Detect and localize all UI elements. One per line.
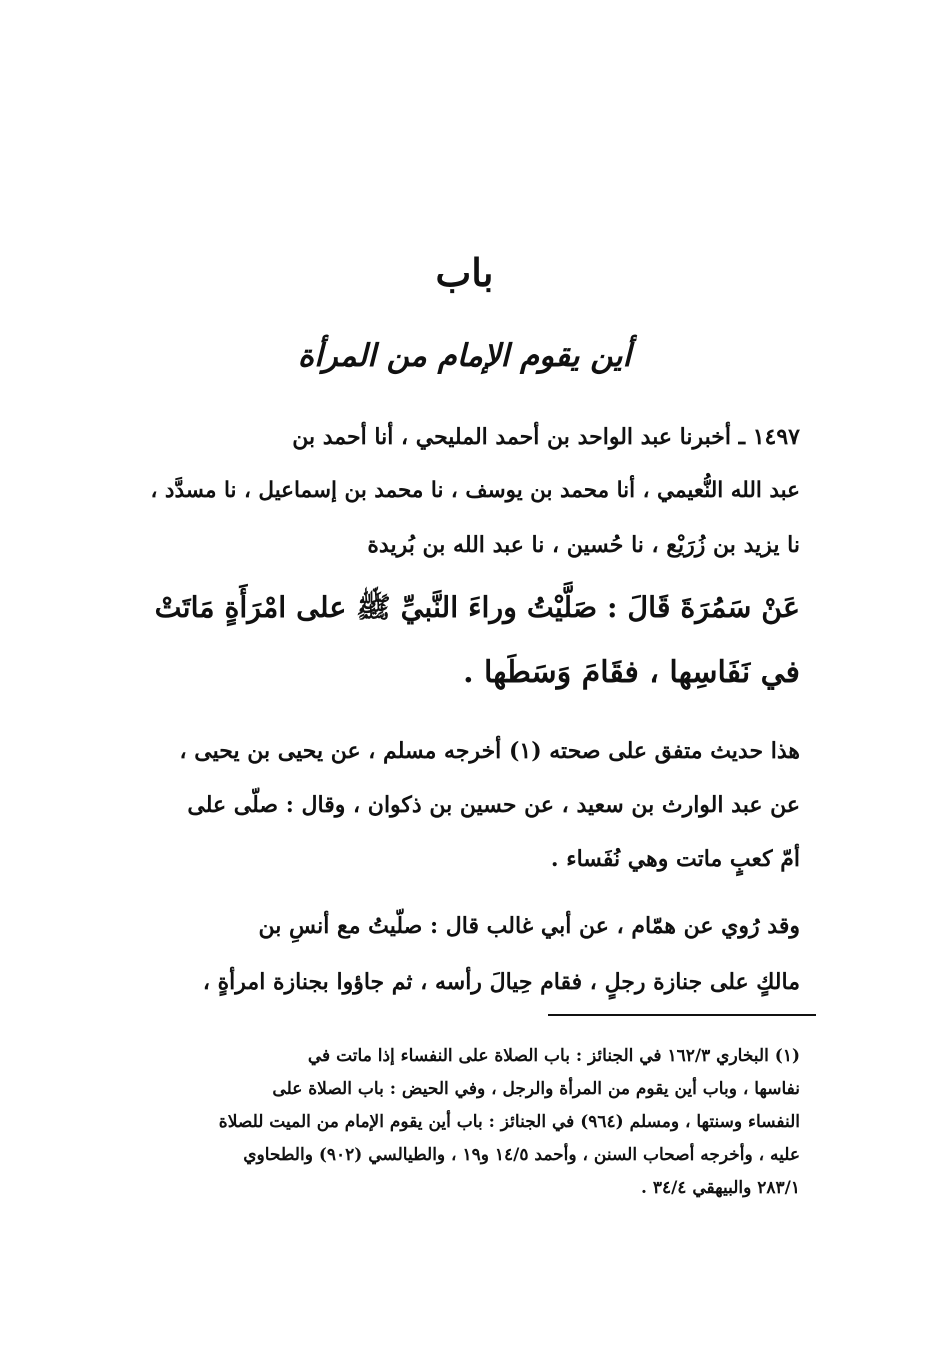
hadith-matn: [150, 574, 800, 706]
matn-line: عَنْ سَمُرَةَ قَالَ : صَلَّيْتُ وراءَ النَّبيِّ ﷺ على امْرَأَةٍ مَاتَتْ: [154, 590, 800, 624]
matn-line: في نَفَاسِها ، فقَامَ وَسَطَها .: [463, 655, 800, 690]
footnote-line: عليه ، وأخرجه أصحاب السنن ، وأحمد ١٤/٥ و١٩ ، والطيالسي (٩٠٢) والطحاوي: [243, 1145, 800, 1165]
narration-line: مالكٍ على جنازة رجلٍ ، فقام حِيالَ رأسه ، ثم جاؤوا بجنازة امرأةٍ ،: [202, 969, 800, 995]
footnote-divider: [548, 1014, 816, 1016]
additional-narration: [150, 898, 800, 1010]
footnote-line: ٢٨٣/١ والبيهقي ٣٤/٤ .: [640, 1178, 800, 1198]
hadith-isnad: [150, 410, 800, 572]
commentary-line: عن عبد الوارث بن سعيد ، عن حسين بن ذكوان ، وقال : صلّى على: [187, 792, 800, 818]
isnad-line: نا يزيد بن زُرَيْع ، نا حُسين ، نا عبد الله بن بُريدة: [367, 532, 800, 558]
isnad-line: ١٤٩٧ ـ أخبرنا عبد الواحد بن أحمد المليحي ، أنا أحمد بن: [292, 424, 800, 450]
footnote-line: (١) البخاري ١٦٢/٣ في الجنائز : باب الصلاة على النفساء إذا ماتت في: [307, 1046, 800, 1066]
narration-line: وقد رُوي عن همّام ، عن أبي غالب قال : صلّيتُ مع أنسِ بن: [258, 913, 800, 939]
chapter-heading: باب: [435, 250, 494, 295]
footnotes: [150, 1040, 800, 1205]
commentary-line: أمّ كعبٍ ماتت وهي نُفَساء .: [550, 846, 800, 872]
footnote-line: نفاسها ، وباب أين يقوم من المرأة والرجل ، وفي الحيض : باب الصلاة على: [272, 1079, 800, 1099]
hadith-commentary: [150, 724, 800, 886]
commentary-line: هذا حديث متفق على صحته (١) أخرجه مسلم ، عن يحيى بن يحيى ،: [179, 738, 800, 764]
footnote-line: النفساء وسنتها ، ومسلم (٩٦٤) في الجنائز : باب أين يقوم الإمام من الميت للصلاة: [218, 1112, 800, 1132]
chapter-title: أين يقوم الإمام من المرأة: [297, 338, 632, 374]
isnad-line: عبد الله النُّعيمي ، أنا محمد بن يوسف ، نا محمد بن إسماعيل ، نا مسدَّد ،: [150, 478, 800, 503]
